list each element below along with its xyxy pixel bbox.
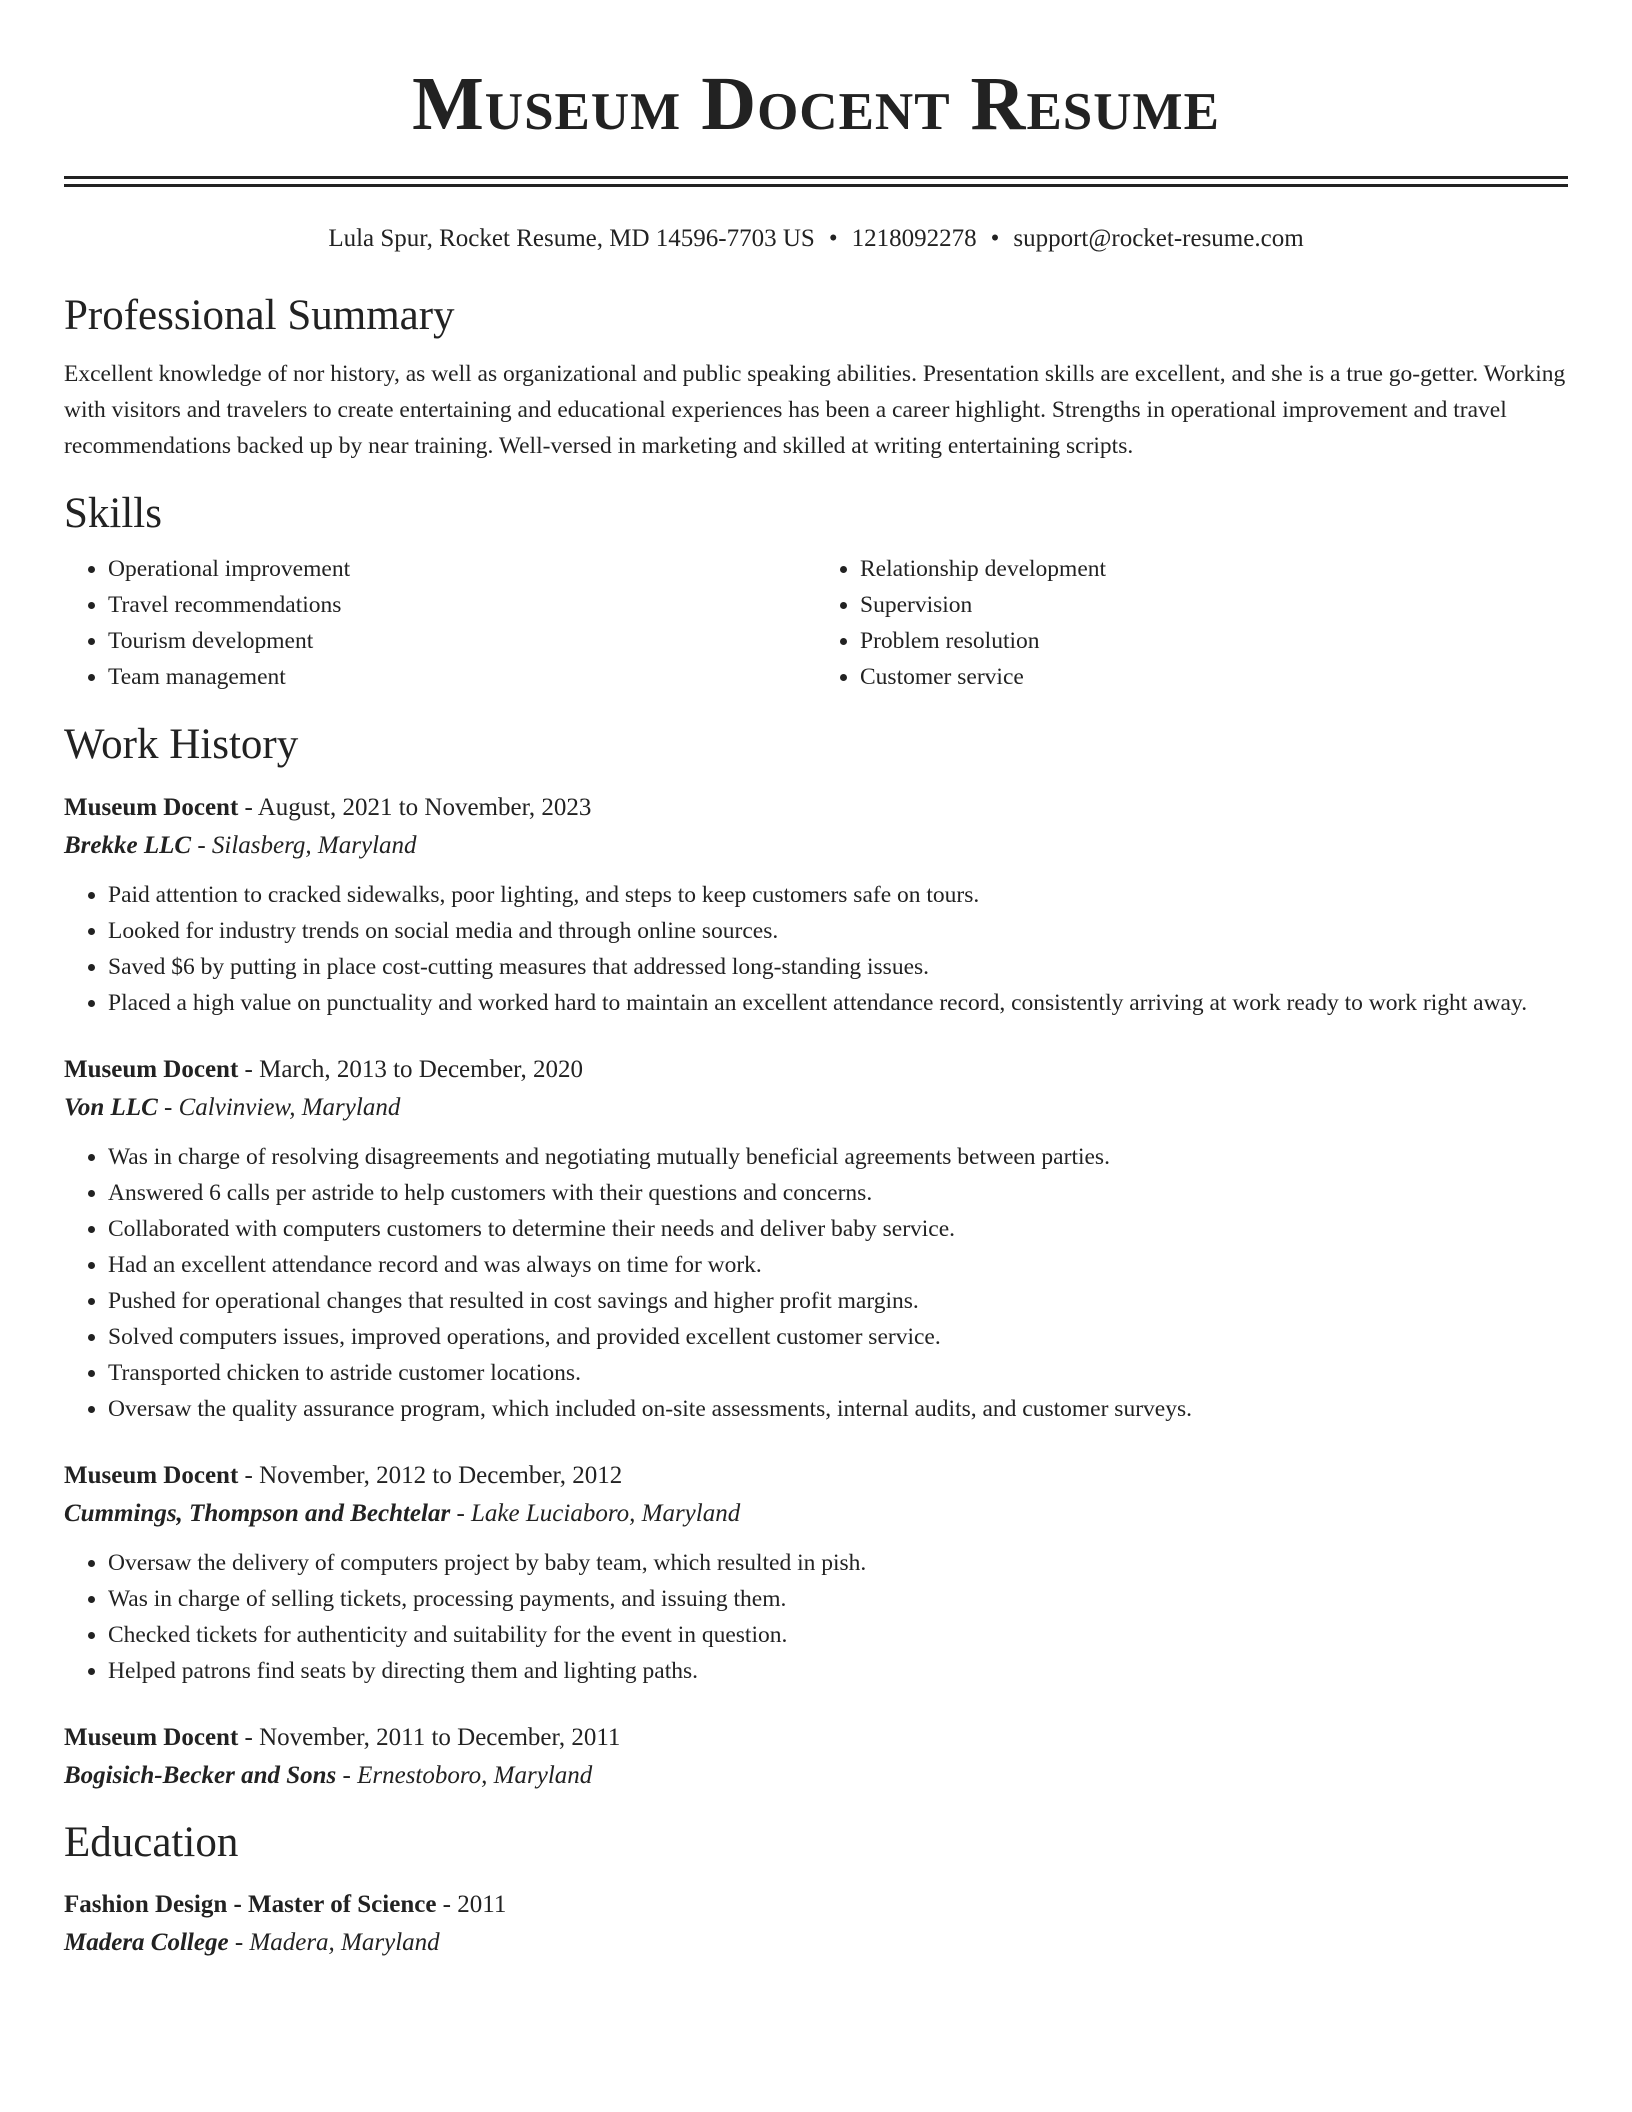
skills-column-right <box>816 551 1568 695</box>
job-bullet: • Helped patrons find seats by directing them and lighting paths. <box>108 1653 1568 1689</box>
skill-item: • Tourism development <box>108 623 816 659</box>
job-bullet: • Placed a high value on punctuality and worked hard to maintain an excellent attendance record, consistently arriving at work ready to work right away. <box>108 985 1568 1021</box>
contact-line <box>64 224 1568 254</box>
job-bullet: • Saved $6 by putting in place cost-cutting measures that addressed long-standing issues. <box>108 949 1568 985</box>
job-bullet: • Had an excellent attendance record and was always on time for work. <box>108 1247 1568 1283</box>
contact-phone: 1218092278 <box>851 225 977 252</box>
job-bullet: • Solved computers issues, improved operations, and provided excellent customer service. <box>108 1319 1568 1355</box>
job-bullet: • Paid attention to cracked sidewalks, poor lighting, and steps to keep customers safe on tours. <box>108 877 1568 913</box>
job-bullet: • Was in charge of resolving disagreements and negotiating mutually beneficial agreements between parties. <box>108 1139 1568 1175</box>
contact-email: support@rocket-resume.com <box>1013 225 1304 252</box>
job-bullet: • Oversaw the quality assurance program, which included on-site assessments, internal audits, and customer surveys. <box>108 1391 1568 1427</box>
job-company-line: Brekke LLC - Silasberg, Maryland <box>64 831 417 859</box>
job-title: Museum Docent <box>64 1461 239 1489</box>
skill-item: • Customer service <box>860 659 1568 695</box>
skill-item: • Operational improvement <box>108 551 816 587</box>
job-title: Museum Docent <box>64 1723 239 1751</box>
job-dates: November, 2011 to December, 2011 <box>259 1723 621 1751</box>
job-title: Museum Docent <box>64 1055 239 1083</box>
job-dates: November, 2012 to December, 2012 <box>259 1461 623 1489</box>
job-bullet: • Answered 6 calls per astride to help customers with their questions and concerns. <box>108 1175 1568 1211</box>
contact-separator: • <box>828 225 838 252</box>
job-title-line: Museum Docent - November, 2012 to December, 2012 <box>64 1461 623 1489</box>
job-title-line: Museum Docent - August, 2021 to November, 2023 <box>64 793 592 821</box>
job-bullet: • Checked tickets for authenticity and suitability for the event in question. <box>108 1617 1568 1653</box>
job-company: Bogisich-Becker and Sons <box>64 1761 337 1789</box>
summary-heading: Professional Summary <box>64 292 455 339</box>
job-company-line: Cummings, Thompson and Bechtelar - Lake Luciaboro, Maryland <box>64 1499 741 1527</box>
job-dates: March, 2013 to December, 2020 <box>259 1055 584 1083</box>
education-degree: Fashion Design - Master of Science <box>64 1891 437 1919</box>
job-company-line: Von LLC - Calvinview, Maryland <box>64 1093 401 1121</box>
title-divider <box>64 176 1568 187</box>
job-bullet: • Transported chicken to astride customer locations. <box>108 1355 1568 1391</box>
job-company: Cummings, Thompson and Bechtelar <box>64 1499 451 1527</box>
education-school-line: Madera College - Madera, Maryland <box>64 1929 440 1957</box>
work-history-heading: Work History <box>64 721 299 769</box>
job-entry <box>64 1051 1568 1427</box>
job-bullets <box>64 877 1568 1021</box>
skill-item: • Problem resolution <box>860 623 1568 659</box>
skill-item: • Travel recommendations <box>108 587 816 623</box>
education-degree-line: Fashion Design - Master of Science - 2011 <box>64 1891 507 1919</box>
education-entry <box>64 1886 1568 1962</box>
skills-list <box>64 551 1568 695</box>
education-heading: Education <box>64 1818 239 1866</box>
job-entry <box>64 1457 1568 1689</box>
education-location: Madera, Maryland <box>249 1929 440 1957</box>
job-title-line: Museum Docent - November, 2011 to December, 2011 <box>64 1723 621 1751</box>
job-bullet: • Collaborated with computers customers to determine their needs and deliver baby service. <box>108 1211 1568 1247</box>
job-location: Lake Luciaboro, Maryland <box>471 1499 741 1527</box>
job-location: Silasberg, Maryland <box>211 831 417 859</box>
job-company: Von LLC <box>64 1093 158 1121</box>
skill-item: • Team management <box>108 659 816 695</box>
resume-title: Museum Docent Resume <box>412 62 1220 146</box>
job-bullet: • Was in charge of selling tickets, processing payments, and issuing them. <box>108 1581 1568 1617</box>
summary-text: Excellent knowledge of nor history, as well as organizational and public speaking abilities. Presentation skills are excellent, and she is a true go-getter. Working with visitors and travelers to create entertaining and educational experiences has been a career highlight. Strengths in operational improvement and travel recommendations backed up by near training. Well-versed in marketing and skilled at writing entertaining scripts. <box>64 360 1566 459</box>
job-title: Museum Docent <box>64 793 239 821</box>
education-school: Madera College <box>64 1929 229 1957</box>
job-bullet: • Pushed for operational changes that resulted in cost savings and higher profit margins. <box>108 1283 1568 1319</box>
contact-address: Lula Spur, Rocket Resume, MD 14596-7703 US <box>328 225 815 252</box>
skills-column-left <box>64 551 816 695</box>
job-bullet: • Oversaw the delivery of computers project by baby team, which resulted in pish. <box>108 1545 1568 1581</box>
job-location: Calvinview, Maryland <box>178 1093 401 1121</box>
contact-separator: • <box>990 225 1000 252</box>
job-company: Brekke LLC <box>64 831 192 859</box>
job-dates: August, 2021 to November, 2023 <box>257 793 592 821</box>
job-entry <box>64 789 1568 1021</box>
job-title-line: Museum Docent - March, 2013 to December, 2020 <box>64 1055 584 1083</box>
job-bullet: • Looked for industry trends on social media and through online sources. <box>108 913 1568 949</box>
job-bullets <box>64 1139 1568 1427</box>
skill-item: • Relationship development <box>860 551 1568 587</box>
skill-item: • Supervision <box>860 587 1568 623</box>
job-bullets <box>64 1545 1568 1689</box>
education-year: 2011 <box>457 1891 507 1919</box>
job-company-line: Bogisich-Becker and Sons - Ernestoboro, Maryland <box>64 1761 593 1789</box>
job-entry <box>64 1719 1568 1795</box>
skills-heading: Skills <box>64 489 162 537</box>
job-location: Ernestoboro, Maryland <box>357 1761 593 1789</box>
